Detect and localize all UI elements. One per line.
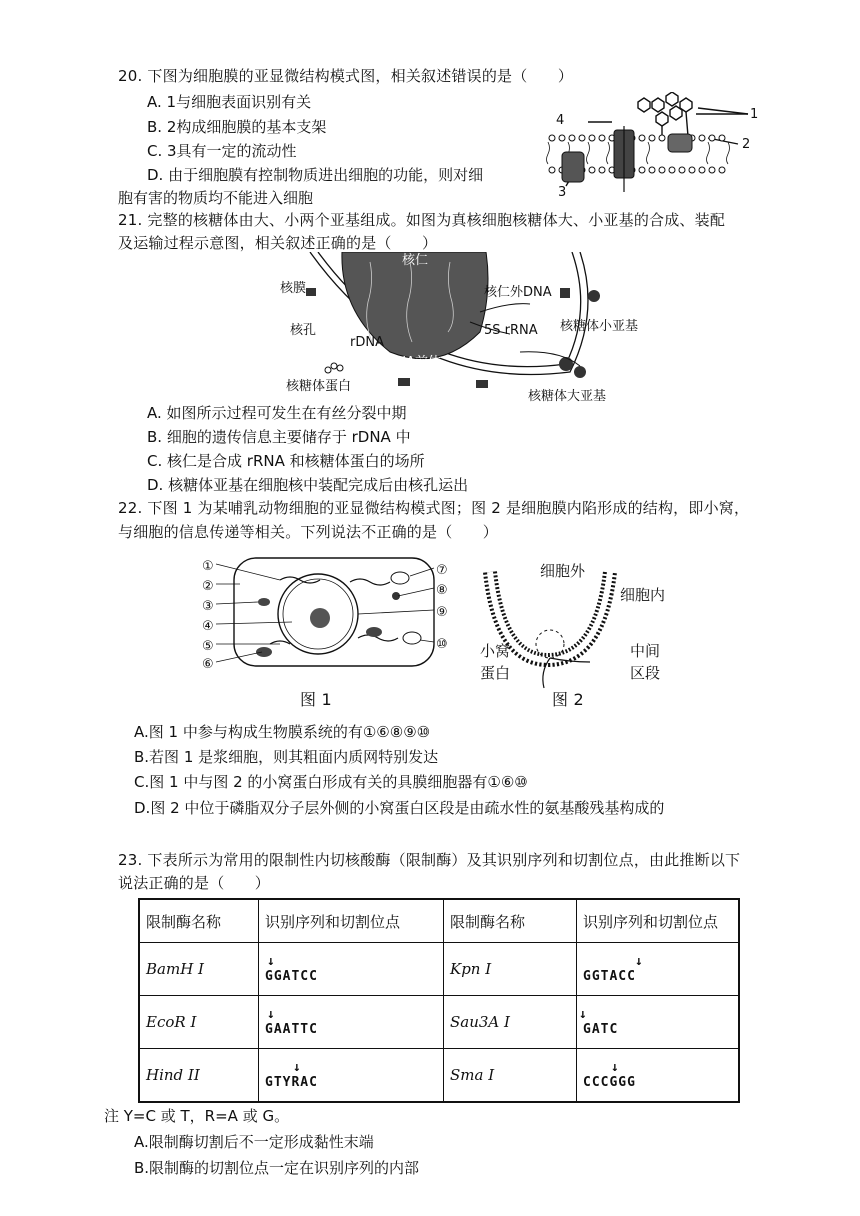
recognition-sequence: ↓ GAATTC (265, 1006, 318, 1037)
q20-option-d-tail: 胞有害的物质均不能进入细胞 (118, 189, 314, 207)
restriction-enzyme-table (138, 898, 740, 1103)
q21-option-a: A. 如图所示过程可发生在有丝分裂中期 (147, 404, 407, 422)
fig1-label-3: ③ (202, 599, 214, 614)
label-ribosomal-protein: 核糖体蛋白 (286, 379, 352, 394)
cut-arrow-icon: ↓ (267, 953, 276, 969)
figure-2-caption: 图 2 (552, 690, 584, 709)
fig1-label-6: ⑥ (202, 657, 214, 672)
label-5s-rrna: 5S rRNA (484, 323, 538, 338)
recognition-sequence: ↓ GGTACC (583, 953, 644, 984)
enzyme-name: Hind II (146, 1066, 200, 1084)
q21-stem-line1: 21. 完整的核糖体由大、小两个亚基组成。如图为真核细胞核糖体大、小亚基的合成、装配 (118, 211, 726, 229)
label-nucleolus: 核仁 (402, 253, 429, 268)
q23-stem-line2: 说法正确的是（ ） (118, 874, 271, 892)
table-header-enzyme-2: 限制酶名称 (444, 899, 577, 943)
table-header-row (139, 899, 739, 943)
table-header-site-2: 识别序列和切割位点 (577, 899, 740, 943)
figure-1-caption: 图 1 (300, 690, 332, 709)
table-row (139, 943, 739, 996)
fig1-label-7: ⑦ (436, 563, 448, 578)
recognition-sequence: ↓ GATC (579, 1006, 619, 1037)
q23-option-a: A.限制酶切割后不一定形成黏性末端 (134, 1133, 374, 1151)
q23-option-b: B.限制酶的切割位点一定在识别序列的内部 (134, 1159, 420, 1177)
q21-option-d: D. 核糖体亚基在细胞核中装配完成后由核孔运出 (147, 476, 469, 494)
recognition-sequence: ↓ CCCGGG (583, 1059, 636, 1090)
fig1-label-9: ⑨ (436, 605, 448, 620)
table-row (139, 996, 739, 1049)
figure-1-cell (200, 552, 448, 672)
q22-option-a: A.图 1 中参与构成生物膜系统的有①⑥⑧⑨⑩ (134, 723, 431, 741)
q22-option-c: C.图 1 中与图 2 的小窝蛋白形成有关的具膜细胞器有①⑥⑩ (134, 773, 528, 791)
fig1-label-10: ⑩ (436, 637, 448, 652)
q23-note: 注 Y=C 或 T，R=A 或 G。 (104, 1107, 290, 1125)
q21-option-c: C. 核仁是合成 rRNA 和核糖体蛋白的场所 (147, 452, 425, 470)
table-header-enzyme-1: 限制酶名称 (139, 899, 259, 943)
q22-option-b: B.若图 1 是浆细胞，则其粗面内质网特别发达 (134, 748, 439, 766)
label-small-subunit: 核糖体小亚基 (560, 319, 639, 334)
q22-stem-line1: 22. 下图 1 为某哺乳动物细胞的亚显微结构模式图；图 2 是细胞膜内陷形成的结构，即小窝， (118, 499, 750, 517)
fig1-label-2: ② (202, 579, 214, 594)
fig1-label-4: ④ (202, 619, 214, 634)
fig2-label-outside: 细胞外 (540, 562, 586, 580)
fig1-label-8: ⑧ (436, 583, 448, 598)
label-rrna-precursor: rRNA前体 (382, 355, 441, 370)
fig2-label-inside: 细胞内 (620, 586, 666, 604)
fig2-label-middle-1: 中间 (630, 642, 661, 660)
ribosome-assembly-figure (270, 252, 670, 402)
table-header-site-1: 识别序列和切割位点 (259, 899, 444, 943)
cut-arrow-icon: ↓ (635, 953, 644, 969)
figure-2-caveola (470, 552, 700, 692)
fig2-label-caveolin-2: 蛋白 (480, 664, 511, 682)
membrane-label-1: 1 (750, 107, 759, 122)
cut-arrow-icon: ↓ (579, 1006, 588, 1022)
fig1-label-1: ① (202, 559, 214, 574)
q20-option-b: B. 2构成细胞膜的基本支架 (147, 118, 327, 136)
enzyme-name: Sau3A I (450, 1013, 510, 1031)
label-nuclear-membrane: 核膜 (280, 281, 307, 296)
recognition-sequence: ↓ GGATCC (265, 953, 318, 984)
q20-stem: 20. 下图为细胞膜的亚显微结构模式图，相关叙述错误的是（ ） (118, 67, 574, 85)
fig2-label-caveolin-1: 小窝 (480, 642, 511, 660)
enzyme-name: Sma I (450, 1066, 495, 1084)
label-rdna: rDNA (350, 335, 384, 350)
cut-arrow-icon: ↓ (611, 1059, 620, 1075)
enzyme-name: EcoR I (146, 1013, 197, 1031)
fig1-label-5: ⑤ (202, 639, 214, 654)
label-nuclear-pore: 核孔 (290, 323, 317, 338)
q22-option-d: D.图 2 中位于磷脂双分子层外侧的小窝蛋白区段是由疏水性的氨基酸残基构成的 (134, 799, 665, 817)
enzyme-name: Kpn I (450, 960, 492, 978)
q20-option-a: A. 1与细胞表面识别有关 (147, 93, 312, 111)
recognition-sequence: ↓ GTYRAC (265, 1059, 318, 1090)
q22-stem-line2: 与细胞的信息传递等相关。下列说法不正确的是（ ） (118, 523, 499, 541)
enzyme-name: BamH I (146, 960, 204, 978)
fig2-label-middle-2: 区段 (630, 664, 661, 682)
q21-option-b: B. 细胞的遗传信息主要储存于 rDNA 中 (147, 428, 411, 446)
label-large-subunit: 核糖体大亚基 (528, 389, 607, 402)
membrane-label-2: 2 (742, 137, 751, 152)
membrane-label-4: 4 (556, 113, 565, 128)
cut-arrow-icon: ↓ (293, 1059, 302, 1075)
q20-option-d: D. 由于细胞膜有控制物质进出细胞的功能，则对细 (147, 166, 484, 184)
cut-arrow-icon: ↓ (267, 1006, 276, 1022)
membrane-label-3: 3 (558, 185, 567, 200)
q23-stem-line1: 23. 下表所示为常用的限制性内切核酸酶（限制酶）及其识别序列和切割位点，由此推断以下 (118, 851, 741, 869)
q21-stem-line2: 及运输过程示意图，相关叙述正确的是（ ） (118, 234, 438, 252)
q20-option-c: C. 3具有一定的流动性 (147, 142, 297, 160)
label-extra-dna: 核仁外DNA (484, 285, 552, 300)
table-row (139, 1049, 739, 1103)
cell-membrane-figure (538, 92, 768, 202)
